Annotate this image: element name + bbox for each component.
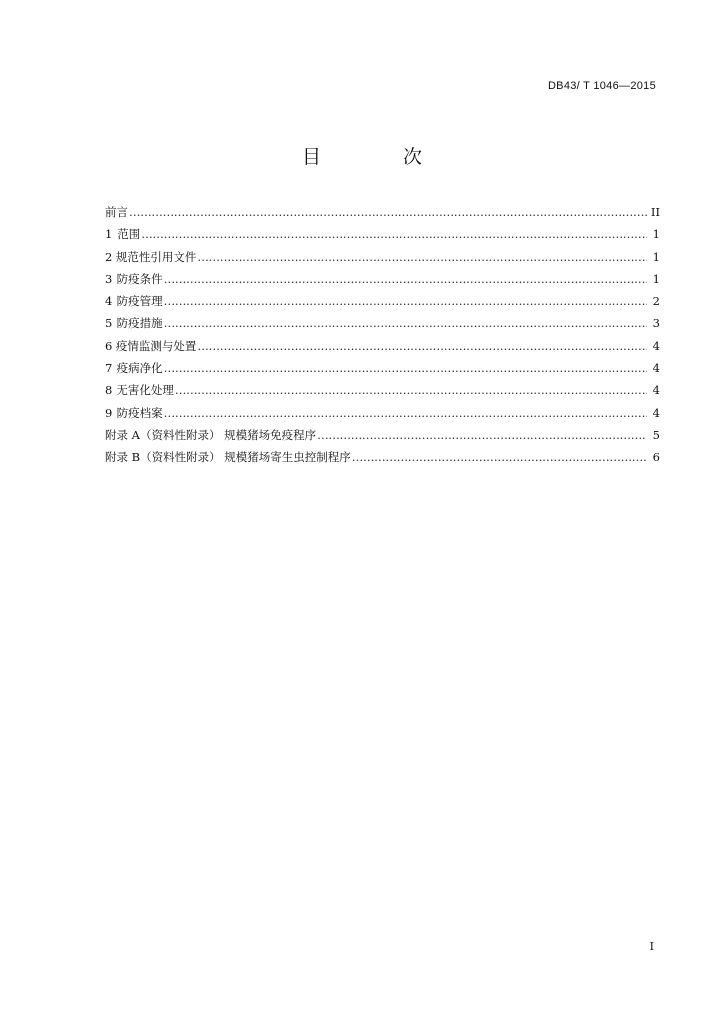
toc-entry-label: 疫病净化 [116,361,163,376]
toc-entry-appendix-a[interactable] [105,427,660,449]
toc-entry-4[interactable] [105,293,660,315]
toc-dot-leader [197,250,647,264]
toc-entry-7[interactable] [105,360,660,382]
toc-entry-page: 5 [652,427,660,442]
toc-dot-leader [164,272,647,286]
toc-entry-number: 1 [105,227,113,242]
toc-dot-leader [352,450,647,464]
toc-entry-label: 无害化处理 [116,383,174,398]
toc-entry-6[interactable] [105,338,660,360]
toc-dot-leader [129,205,647,219]
toc-entry-number: 9 [105,405,113,420]
toc-entry-label: 附录 B（资料性附录） 规模猪场寄生虫控制程序 [105,450,351,465]
table-of-contents [105,204,660,472]
page-number: I [649,940,654,953]
toc-entry-page: 1 [652,271,660,286]
toc-dot-leader [175,383,647,397]
toc-entry-label: 防疫管理 [116,294,163,309]
toc-entry-number: 5 [105,316,113,331]
toc-entry-label: 防疫措施 [116,316,163,331]
toc-dot-leader [141,227,647,241]
toc-entry-page: 4 [652,361,660,376]
toc-entry-2[interactable] [105,249,660,271]
toc-entry-label: 防疫条件 [116,271,163,286]
toc-entry-label: 防疫档案 [116,405,163,420]
toc-entry-5[interactable] [105,315,660,337]
toc-dot-leader [164,406,647,420]
toc-dot-leader [197,339,647,353]
toc-entry-page: 2 [652,294,660,309]
toc-entry-page: 4 [652,383,660,398]
toc-entry-page: II [650,205,660,219]
standard-code: DB43/ T 1046—2015 [547,80,656,92]
toc-entry-number: 2 [105,249,113,264]
toc-entry-page: 4 [652,338,660,353]
toc-entry-page: 3 [652,316,660,331]
toc-entry-label: 规范性引用文件 [115,249,197,264]
toc-entry-9[interactable] [105,405,660,427]
toc-entry-page: 6 [652,450,660,465]
toc-entry-label: 前言 [105,205,128,219]
toc-entry-foreword[interactable] [105,204,660,226]
toc-dot-leader [164,294,647,308]
toc-entry-number: 4 [105,294,113,309]
toc-entry-8[interactable] [105,382,660,404]
toc-entry-label: 范围 [117,227,141,242]
toc-dot-leader [317,428,647,442]
toc-entry-page: 4 [652,405,660,420]
toc-entry-number: 7 [105,361,113,376]
toc-entry-page: 1 [652,249,660,264]
toc-entry-number: 6 [105,338,113,353]
toc-entry-appendix-b[interactable] [105,449,660,471]
toc-entry-label: 附录 A（资料性附录） 规模猪场免疫程序 [105,427,317,442]
toc-entry-label: 疫情监测与处置 [115,338,197,353]
toc-entry-page: 1 [652,227,660,242]
toc-entry-3[interactable] [105,271,660,293]
toc-dot-leader [164,316,647,330]
toc-entry-number: 8 [105,383,113,398]
toc-dot-leader [164,361,647,375]
toc-entry-number: 3 [105,271,113,286]
toc-entry-1[interactable] [105,226,660,248]
toc-title: 目 次 [301,146,461,168]
